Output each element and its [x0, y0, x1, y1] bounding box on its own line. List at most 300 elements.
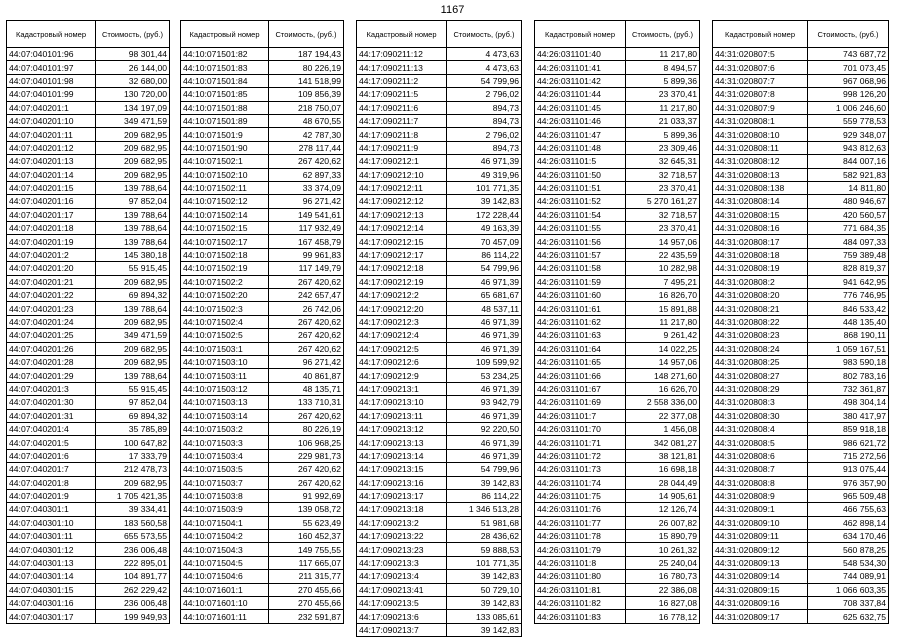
cost-cell: 655 573,55: [96, 530, 170, 543]
cadastral-number-cell: 44:10:071503:2: [181, 422, 269, 435]
table-row: [357, 610, 522, 623]
table-row: [713, 503, 889, 516]
table-row: [181, 329, 344, 342]
table-row: [535, 289, 700, 302]
cost-cell: 868 190,11: [808, 329, 889, 342]
table-row: [713, 530, 889, 543]
cadastral-number-cell: 44:10:071504:1: [181, 516, 269, 529]
cadastral-number-cell: 44:31:020808:15: [713, 208, 808, 221]
table-row: [357, 262, 522, 275]
table-row: [713, 476, 889, 489]
table-row: [713, 396, 889, 409]
table-row: [535, 74, 700, 87]
cost-cell: 101 771,35: [447, 556, 522, 569]
table-row: [535, 155, 700, 168]
table-row: [357, 208, 522, 221]
cadastral-number-cell: 44:10:071601:11: [181, 610, 269, 623]
cadastral-number-cell: 44:26:031101:54: [535, 208, 626, 221]
cost-cell: 5 899,36: [626, 74, 700, 87]
cadastral-number-cell: 44:07:040101:96: [7, 48, 96, 61]
cost-cell: 91 992,69: [269, 489, 344, 502]
table-row: [181, 570, 344, 583]
table-row: [181, 597, 344, 610]
table-row: [713, 449, 889, 462]
cadastral-number-cell: 44:26:031101:8: [535, 556, 626, 569]
cost-cell: 160 452,37: [269, 530, 344, 543]
cost-cell: 28 436,62: [447, 530, 522, 543]
cost-cell: 42 787,30: [269, 128, 344, 141]
table-row: [7, 530, 170, 543]
table-row: [181, 503, 344, 516]
table-row: [357, 342, 522, 355]
table-row: [535, 463, 700, 476]
table-row: [7, 208, 170, 221]
cost-cell: 38 121,81: [626, 449, 700, 462]
cost-cell: 732 361,87: [808, 382, 889, 395]
table-row: [181, 409, 344, 422]
cadastral-number-cell: 44:26:031101:81: [535, 583, 626, 596]
table-row: [7, 141, 170, 154]
cadastral-number-cell: 44:17:090213:14: [357, 449, 447, 462]
cost-cell: 209 682,95: [96, 155, 170, 168]
table-row: [357, 275, 522, 288]
cadastral-number-cell: 44:26:031101:70: [535, 422, 626, 435]
table-row: [535, 48, 700, 61]
cost-cell: 86 114,22: [447, 248, 522, 261]
cost-cell: 35 785,89: [96, 422, 170, 435]
cadastral-number-cell: 44:26:031101:55: [535, 222, 626, 235]
table-row: [181, 114, 344, 127]
cost-cell: 32 645,31: [626, 155, 700, 168]
cadastral-number-cell: 44:10:071501:88: [181, 101, 269, 114]
cost-cell: 22 377,08: [626, 409, 700, 422]
cost-cell: 49 163,39: [447, 222, 522, 235]
table-row: [357, 61, 522, 74]
cost-cell: 96 271,42: [269, 355, 344, 368]
cost-cell: 48 135,71: [269, 382, 344, 395]
cadastral-number-cell: 44:07:040201:21: [7, 275, 96, 288]
cadastral-number-cell: 44:10:071503:7: [181, 476, 269, 489]
cost-cell: 11 217,80: [626, 48, 700, 61]
table-row: [357, 570, 522, 583]
cost-cell: 859 918,18: [808, 422, 889, 435]
cost-cell: 262 229,42: [96, 583, 170, 596]
column-header-cadastral: Кадастровый номер: [181, 21, 269, 48]
cadastral-number-cell: 44:10:071502:11: [181, 181, 269, 194]
cadastral-number-cell: 44:26:031101:79: [535, 543, 626, 556]
cadastral-number-cell: 44:17:090211:8: [357, 128, 447, 141]
cost-cell: 983 590,18: [808, 355, 889, 368]
cost-cell: 101 771,35: [447, 181, 522, 194]
cost-cell: 913 075,44: [808, 463, 889, 476]
table-row: [7, 181, 170, 194]
cost-cell: 130 720,00: [96, 88, 170, 101]
table-row: [535, 597, 700, 610]
cadastral-number-cell: 44:17:090213:16: [357, 476, 447, 489]
table-row: [535, 195, 700, 208]
cost-cell: 14 957,06: [626, 235, 700, 248]
cost-cell: 941 642,95: [808, 275, 889, 288]
cadastral-number-cell: 44:10:071501:85: [181, 88, 269, 101]
cadastral-number-cell: 44:07:040301:1: [7, 503, 96, 516]
table-row: [713, 128, 889, 141]
table-header-row: [357, 21, 522, 48]
cost-cell: 420 560,57: [808, 208, 889, 221]
table-row: [713, 155, 889, 168]
cost-cell: 100 647,82: [96, 436, 170, 449]
cost-cell: 548 534,30: [808, 556, 889, 569]
table-row: [713, 181, 889, 194]
cost-cell: 12 126,74: [626, 503, 700, 516]
cost-cell: 32 680,00: [96, 74, 170, 87]
cadastral-number-cell: 44:31:020808:22: [713, 315, 808, 328]
cadastral-number-cell: 44:17:090213:11: [357, 409, 447, 422]
cost-cell: 209 682,95: [96, 275, 170, 288]
cadastral-number-cell: 44:07:040201:24: [7, 315, 96, 328]
table-row: [535, 610, 700, 623]
cost-cell: 267 420,62: [269, 155, 344, 168]
cost-cell: 40 861,87: [269, 369, 344, 382]
cadastral-number-cell: 44:31:020808:4: [713, 422, 808, 435]
cost-cell: 16 827,08: [626, 597, 700, 610]
cadastral-number-cell: 44:26:031101:48: [535, 141, 626, 154]
table-row: [713, 355, 889, 368]
table-row: [7, 556, 170, 569]
cost-cell: 965 509,48: [808, 489, 889, 502]
cadastral-number-cell: 44:26:031101:59: [535, 275, 626, 288]
cost-cell: 117 932,49: [269, 222, 344, 235]
cadastral-number-cell: 44:31:020808:21: [713, 302, 808, 315]
cost-cell: 242 657,47: [269, 289, 344, 302]
cadastral-number-cell: 44:26:031101:40: [535, 48, 626, 61]
cadastral-number-cell: 44:07:040201:31: [7, 409, 96, 422]
table-row: [181, 449, 344, 462]
cadastral-number-cell: 44:17:090212:5: [357, 342, 447, 355]
cadastral-number-cell: 44:26:031101:58: [535, 262, 626, 275]
cadastral-number-cell: 44:07:040201:16: [7, 195, 96, 208]
cadastral-number-cell: 44:31:020808:10: [713, 128, 808, 141]
table-row: [357, 74, 522, 87]
cost-cell: 967 068,96: [808, 74, 889, 87]
cadastral-number-cell: 44:17:090213:13: [357, 436, 447, 449]
cadastral-number-cell: 44:17:090211:2: [357, 74, 447, 87]
cadastral-number-cell: 44:07:040301:12: [7, 543, 96, 556]
cadastral-number-cell: 44:31:020809:12: [713, 543, 808, 556]
table-row: [357, 382, 522, 395]
cadastral-number-cell: 44:26:031101:51: [535, 181, 626, 194]
cadastral-number-cell: 44:17:090211:6: [357, 101, 447, 114]
table-row: [535, 329, 700, 342]
table-row: [181, 61, 344, 74]
table-row: [181, 128, 344, 141]
cost-cell: 65 681,67: [447, 289, 522, 302]
cost-cell: 133 710,31: [269, 396, 344, 409]
cost-cell: 209 682,95: [96, 168, 170, 181]
cadastral-number-cell: 44:31:020808:5: [713, 436, 808, 449]
cost-cell: 46 971,39: [447, 315, 522, 328]
cost-cell: 50 729,10: [447, 583, 522, 596]
cadastral-number-cell: 44:07:040201:1: [7, 101, 96, 114]
cost-cell: 93 942,79: [447, 396, 522, 409]
cost-cell: 46 971,39: [447, 329, 522, 342]
cost-cell: 236 006,48: [96, 543, 170, 556]
table-row: [535, 583, 700, 596]
cost-cell: 222 895,01: [96, 556, 170, 569]
table-row: [181, 222, 344, 235]
table-row: [713, 329, 889, 342]
cost-cell: 1 066 603,35: [808, 583, 889, 596]
cadastral-number-cell: 44:10:071502:15: [181, 222, 269, 235]
table-row: [181, 355, 344, 368]
cadastral-number-cell: 44:31:020807:6: [713, 61, 808, 74]
table-row: [181, 88, 344, 101]
cadastral-number-cell: 44:26:031101:67: [535, 382, 626, 395]
table-row: [713, 248, 889, 261]
table-row: [535, 556, 700, 569]
cadastral-number-cell: 44:31:020807:9: [713, 101, 808, 114]
cost-cell: 32 718,57: [626, 168, 700, 181]
cost-cell: 25 240,04: [626, 556, 700, 569]
cadastral-number-cell: 44:07:040201:17: [7, 208, 96, 221]
cadastral-number-cell: 44:26:031101:64: [535, 342, 626, 355]
cost-cell: 16 780,73: [626, 570, 700, 583]
cost-cell: 14 957,06: [626, 355, 700, 368]
table-row: [713, 289, 889, 302]
cadastral-number-cell: 44:10:071503:3: [181, 436, 269, 449]
table-row: [181, 315, 344, 328]
cadastral-number-cell: 44:17:090213:15: [357, 463, 447, 476]
cadastral-number-cell: 44:17:090211:12: [357, 48, 447, 61]
table-row: [7, 114, 170, 127]
table-row: [181, 101, 344, 114]
cadastral-number-cell: 44:10:071503:4: [181, 449, 269, 462]
cost-cell: 23 309,46: [626, 141, 700, 154]
cadastral-number-cell: 44:17:090213:7: [357, 623, 447, 636]
cadastral-number-cell: 44:10:071502:17: [181, 235, 269, 248]
table-row: [713, 369, 889, 382]
cost-cell: 39 142,83: [447, 597, 522, 610]
table-row: [181, 168, 344, 181]
table-row: [713, 463, 889, 476]
table-row: [535, 101, 700, 114]
column-header-cadastral: Кадастровый номер: [7, 21, 96, 48]
table-row: [713, 195, 889, 208]
table-row: [535, 208, 700, 221]
table-row: [535, 476, 700, 489]
cost-cell: 149 541,61: [269, 208, 344, 221]
cost-cell: 16 698,18: [626, 463, 700, 476]
table-row: [535, 396, 700, 409]
table-row: [535, 355, 700, 368]
cost-cell: 209 682,95: [96, 315, 170, 328]
table-row: [535, 342, 700, 355]
table-row: [7, 489, 170, 502]
table-row: [713, 114, 889, 127]
table-row: [535, 181, 700, 194]
cadastral-number-cell: 44:17:090213:3: [357, 556, 447, 569]
cadastral-number-cell: 44:07:040201:13: [7, 155, 96, 168]
cadastral-number-cell: 44:17:090213:18: [357, 503, 447, 516]
cadastral-number-cell: 44:26:031101:75: [535, 489, 626, 502]
cost-table-3: [356, 20, 522, 637]
table-row: [713, 382, 889, 395]
cost-cell: 39 142,83: [447, 570, 522, 583]
table-row: [357, 222, 522, 235]
cadastral-number-cell: 44:07:040301:13: [7, 556, 96, 569]
cost-cell: 39 334,41: [96, 503, 170, 516]
cost-cell: 54 799,96: [447, 74, 522, 87]
table-row: [181, 516, 344, 529]
table-row: [7, 101, 170, 114]
column-header-cost: Стоимость, (руб.): [626, 21, 700, 48]
table-row: [713, 222, 889, 235]
cadastral-number-cell: 44:31:020808:12: [713, 155, 808, 168]
cost-cell: 380 417,97: [808, 409, 889, 422]
cost-cell: 715 272,56: [808, 449, 889, 462]
cadastral-number-cell: 44:17:090211:7: [357, 114, 447, 127]
table-row: [713, 235, 889, 248]
cadastral-number-cell: 44:10:071503:13: [181, 396, 269, 409]
cost-cell: 232 591,87: [269, 610, 344, 623]
table-row: [7, 74, 170, 87]
table-row: [181, 396, 344, 409]
cadastral-number-cell: 44:10:071503:5: [181, 463, 269, 476]
cost-cell: 209 682,95: [96, 476, 170, 489]
cost-cell: 99 961,83: [269, 248, 344, 261]
cost-cell: 743 687,72: [808, 48, 889, 61]
cadastral-number-cell: 44:26:031101:52: [535, 195, 626, 208]
cost-cell: 80 226,19: [269, 61, 344, 74]
cost-cell: 23 370,41: [626, 181, 700, 194]
cost-cell: 97 852,04: [96, 396, 170, 409]
cadastral-number-cell: 44:07:040201:8: [7, 476, 96, 489]
table-row: [7, 195, 170, 208]
cost-cell: 117 149,79: [269, 262, 344, 275]
table-row: [713, 141, 889, 154]
table-row: [357, 489, 522, 502]
column-header-cost: Стоимость, (руб.): [269, 21, 344, 48]
table-row: [357, 463, 522, 476]
cadastral-number-cell: 44:17:090212:12: [357, 195, 447, 208]
cost-cell: 55 915,45: [96, 262, 170, 275]
cadastral-number-cell: 44:31:020808:25: [713, 355, 808, 368]
cadastral-number-cell: 44:07:040301:16: [7, 597, 96, 610]
cadastral-number-cell: 44:10:071502:1: [181, 155, 269, 168]
table-row: [713, 556, 889, 569]
cadastral-number-cell: 44:10:071502:5: [181, 329, 269, 342]
cadastral-number-cell: 44:07:040201:7: [7, 463, 96, 476]
cost-cell: 49 319,96: [447, 168, 522, 181]
cadastral-number-cell: 44:17:090213:22: [357, 530, 447, 543]
cost-cell: 498 304,14: [808, 396, 889, 409]
cadastral-number-cell: 44:10:071601:1: [181, 583, 269, 596]
cost-cell: 51 981,68: [447, 516, 522, 529]
cost-cell: 48 670,55: [269, 114, 344, 127]
cost-cell: 23 370,41: [626, 88, 700, 101]
cost-cell: 46 971,39: [447, 275, 522, 288]
table-row: [357, 101, 522, 114]
table-row: [181, 48, 344, 61]
cost-cell: 183 560,58: [96, 516, 170, 529]
cost-cell: 109 599,92: [447, 355, 522, 368]
table-row: [7, 329, 170, 342]
page-number: 1167: [440, 4, 465, 16]
cadastral-number-cell: 44:31:020808:138: [713, 181, 808, 194]
cost-cell: 625 632,75: [808, 610, 889, 623]
table-row: [7, 342, 170, 355]
cadastral-number-cell: 44:26:031101:41: [535, 61, 626, 74]
cost-cell: 998 126,20: [808, 88, 889, 101]
cadastral-number-cell: 44:07:040201:15: [7, 181, 96, 194]
table-row: [7, 396, 170, 409]
cost-cell: 26 144,00: [96, 61, 170, 74]
cost-cell: 802 783,16: [808, 369, 889, 382]
table-row: [181, 262, 344, 275]
table-row: [357, 583, 522, 596]
cadastral-number-cell: 44:31:020808:6: [713, 449, 808, 462]
table-row: [357, 355, 522, 368]
table-row: [357, 114, 522, 127]
cadastral-number-cell: 44:17:090213:2: [357, 516, 447, 529]
cadastral-number-cell: 44:07:040301:11: [7, 530, 96, 543]
cadastral-number-cell: 44:10:071503:11: [181, 369, 269, 382]
table-row: [181, 74, 344, 87]
table-row: [713, 262, 889, 275]
cost-cell: 448 135,40: [808, 315, 889, 328]
cadastral-number-cell: 44:17:090213:10: [357, 396, 447, 409]
column-header-cost: Стоимость, (руб.): [447, 21, 522, 48]
table-row: [7, 583, 170, 596]
cost-cell: 14 022,25: [626, 342, 700, 355]
cadastral-number-cell: 44:07:040101:99: [7, 88, 96, 101]
cadastral-number-cell: 44:10:071503:9: [181, 503, 269, 516]
cost-cell: 229 981,73: [269, 449, 344, 462]
table-row: [7, 128, 170, 141]
table-header-row: [7, 21, 170, 48]
table-row: [7, 382, 170, 395]
table-row: [535, 248, 700, 261]
cadastral-number-cell: 44:17:090213:17: [357, 489, 447, 502]
cost-cell: 218 750,07: [269, 101, 344, 114]
cost-cell: 96 271,42: [269, 195, 344, 208]
cadastral-number-cell: 44:07:040201:5: [7, 436, 96, 449]
cost-cell: 28 044,49: [626, 476, 700, 489]
table-row: [357, 503, 522, 516]
cost-cell: 776 746,95: [808, 289, 889, 302]
cadastral-number-cell: 44:17:090212:14: [357, 222, 447, 235]
cost-cell: 172 228,44: [447, 208, 522, 221]
cadastral-number-cell: 44:26:031101:44: [535, 88, 626, 101]
cadastral-number-cell: 44:26:031101:50: [535, 168, 626, 181]
table-row: [181, 422, 344, 435]
table-row: [7, 302, 170, 315]
cadastral-number-cell: 44:31:020807:8: [713, 88, 808, 101]
cadastral-number-cell: 44:26:031101:57: [535, 248, 626, 261]
table-row: [181, 476, 344, 489]
table-row: [7, 289, 170, 302]
cadastral-number-cell: 44:10:071503:12: [181, 382, 269, 395]
table-row: [357, 516, 522, 529]
cadastral-number-cell: 44:07:040201:29: [7, 369, 96, 382]
table-row: [181, 369, 344, 382]
table-row: [357, 235, 522, 248]
cost-cell: 54 799,96: [447, 262, 522, 275]
cost-cell: 708 337,84: [808, 597, 889, 610]
table-row: [181, 235, 344, 248]
table-row: [7, 168, 170, 181]
cost-cell: 106 968,25: [269, 436, 344, 449]
cost-cell: 771 684,35: [808, 222, 889, 235]
